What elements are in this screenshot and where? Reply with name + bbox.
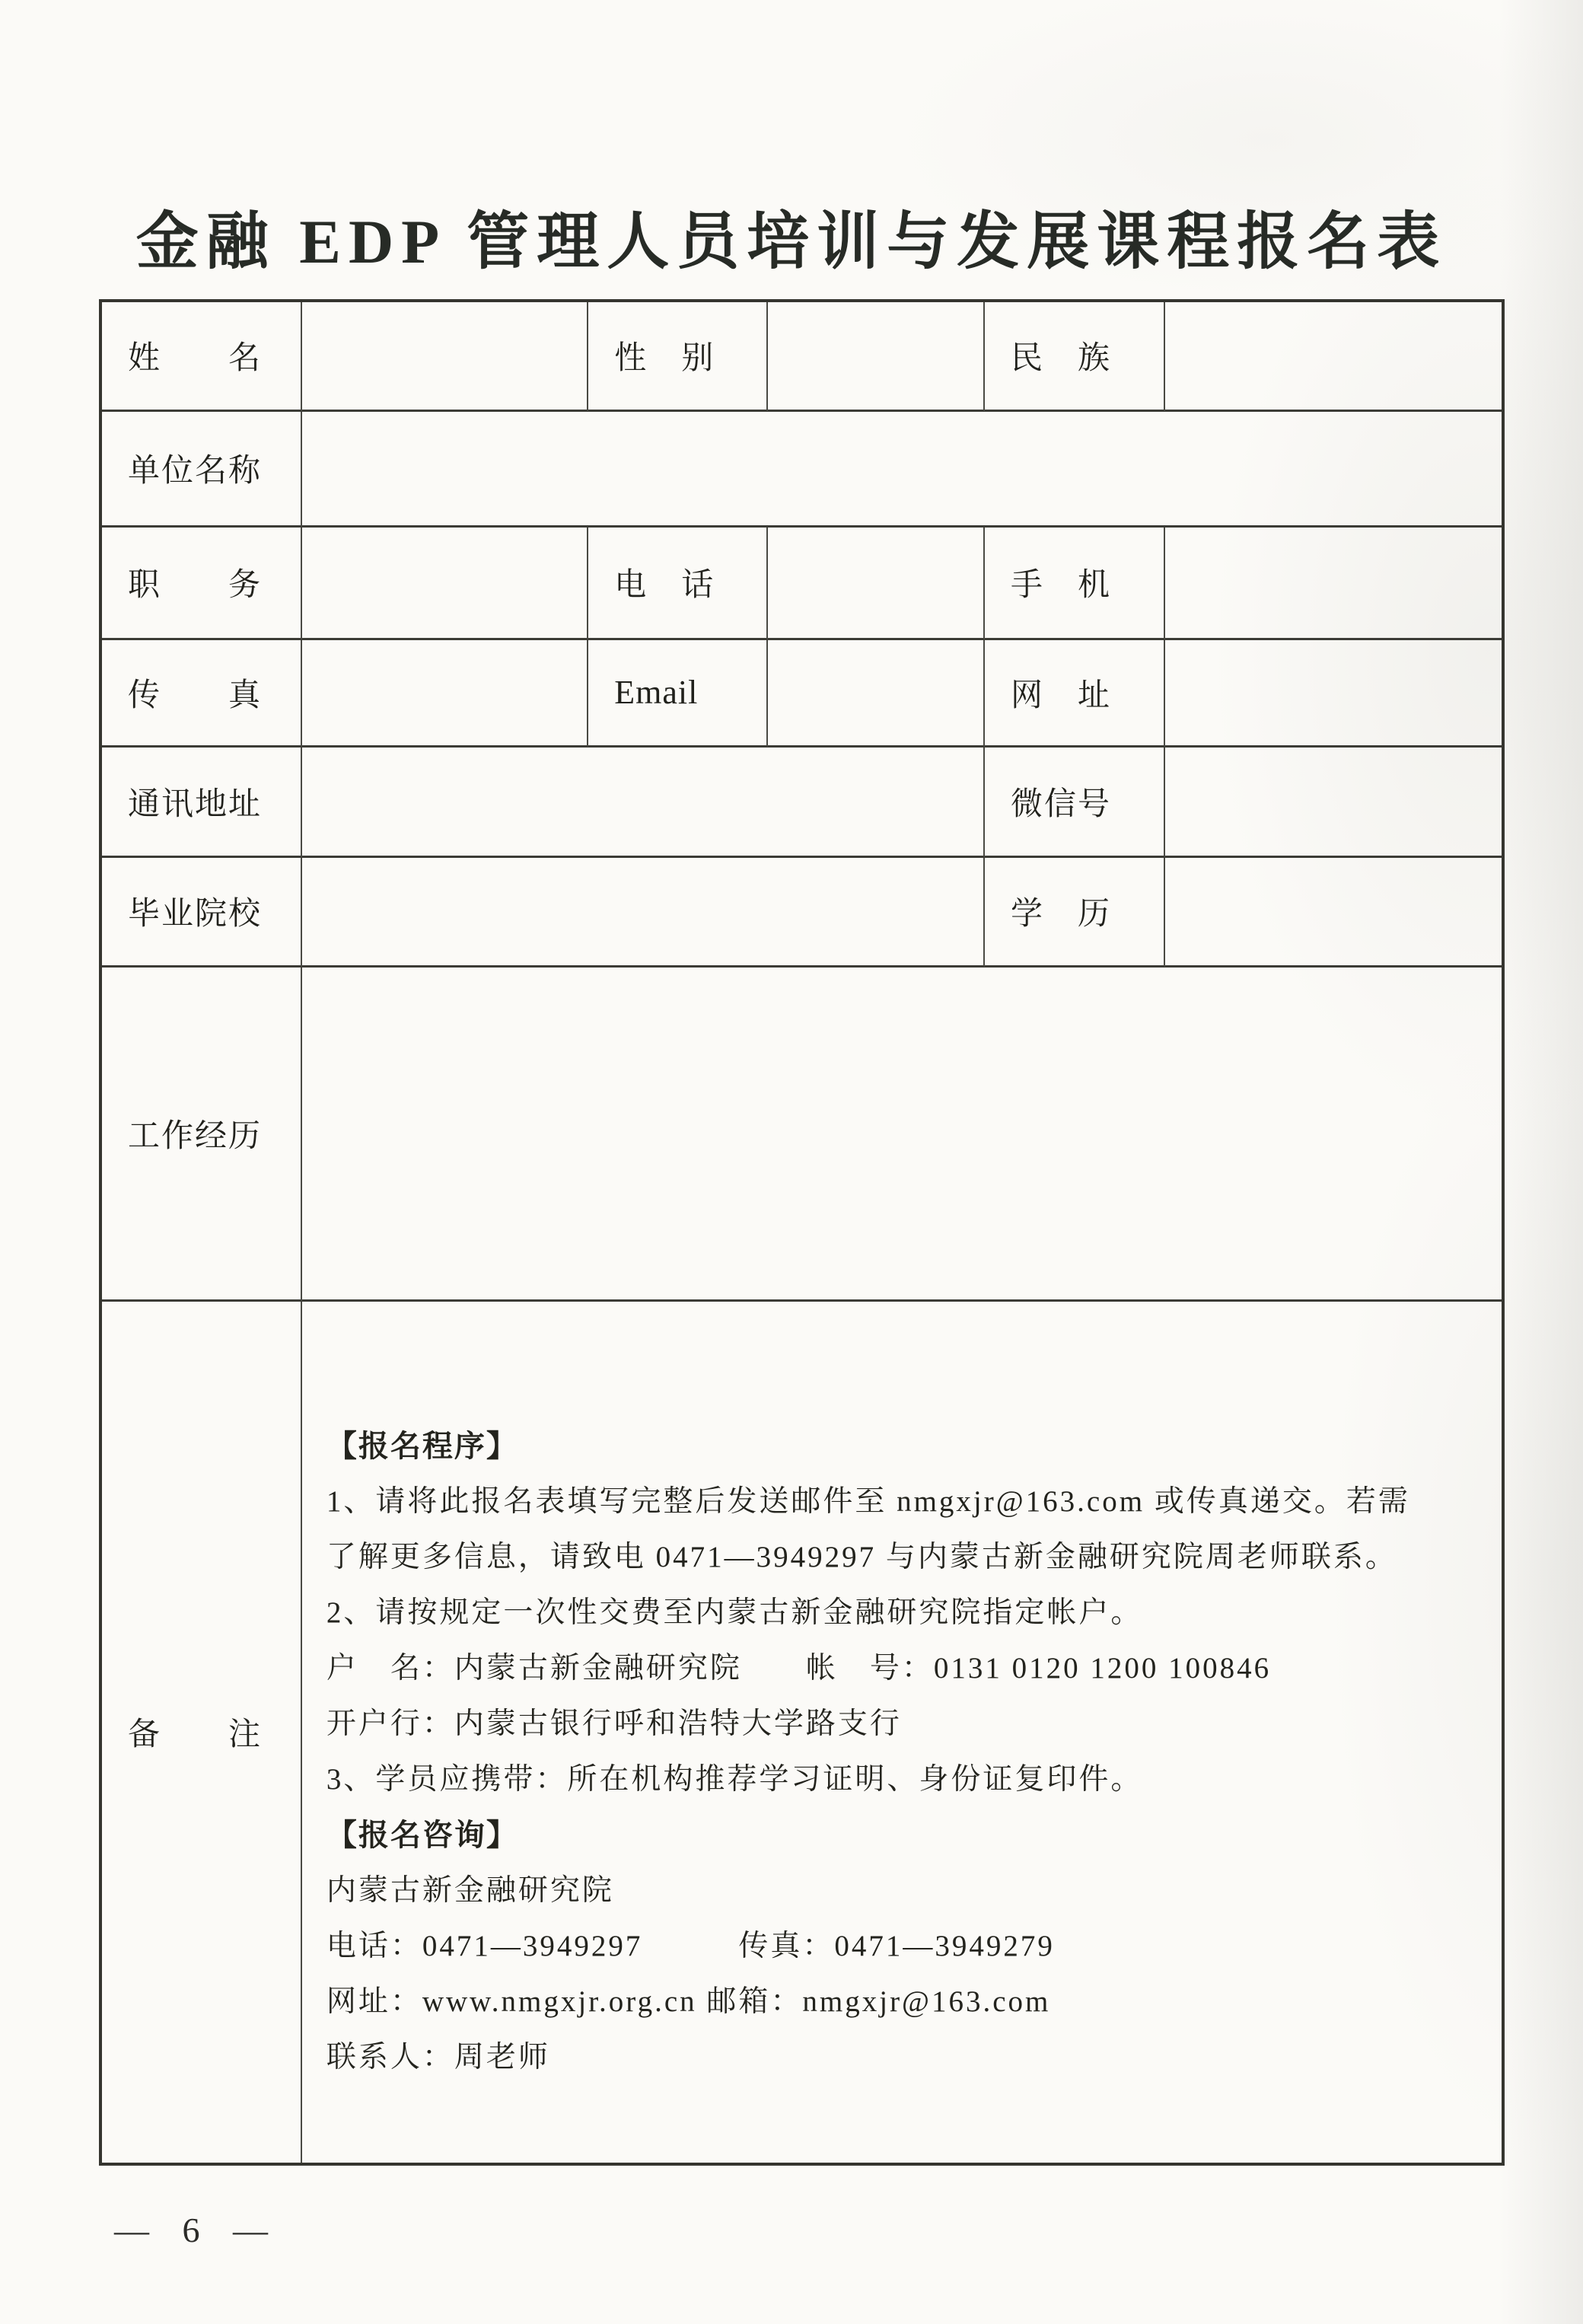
education-value-cell (1165, 858, 1502, 968)
gender-value-cell (768, 302, 985, 412)
wechat-label: 微信号 (985, 748, 1165, 858)
remarks-label: 备 注 (102, 1302, 302, 2163)
mobile-value-cell (1165, 528, 1502, 640)
address-label: 通讯地址 (102, 748, 302, 858)
registration-table (99, 299, 1505, 2166)
email-label: Email (588, 640, 768, 748)
website-label: 网 址 (985, 640, 1165, 748)
scan-edge-artifact (1499, 0, 1583, 2324)
remarks-line: 【报名咨询】 (326, 1817, 518, 1852)
fax-value-cell (302, 640, 588, 748)
remarks-line: 内蒙古新金融研究院 (326, 1874, 614, 1908)
school-label: 毕业院校 (102, 858, 302, 968)
page-number: — 6 — (114, 2211, 280, 2249)
ethnicity-value-cell (1165, 302, 1502, 412)
remarks-line: 1、请将此报名表填写完整后发送邮件至 nmgxjr@163.com 或传真递交。若需 (326, 1485, 1410, 1519)
mobile-label: 手 机 (985, 528, 1165, 640)
remarks-line: 【报名程序】 (326, 1428, 518, 1463)
position-value-cell (302, 528, 588, 640)
remarks-line: 了解更多信息，请致电 0471—3949297 与内蒙古新金融研究院周老师联系。 (326, 1541, 1397, 1574)
remarks-line: 电话：0471—3949297 传真：0471—3949279 (326, 1930, 1055, 1963)
education-label: 学 历 (985, 858, 1165, 968)
work-experience-value-cell (302, 968, 1502, 1302)
remarks-line: 开户行：内蒙古银行呼和浩特大学路支行 (326, 1707, 902, 1741)
address-value-cell (302, 748, 985, 858)
phone-value-cell (768, 528, 985, 640)
name-label: 姓 名 (102, 302, 302, 412)
page-title: 金融 EDP 管理人员培训与发展课程报名表 (135, 207, 1448, 276)
website-value-cell (1165, 640, 1502, 748)
remarks-line: 3、学员应携带：所在机构推荐学习证明、身份证复印件。 (326, 1763, 1143, 1796)
school-value-cell (302, 858, 985, 968)
fax-label: 传 真 (102, 640, 302, 748)
email-value-cell (768, 640, 985, 748)
company-value-cell (302, 412, 1502, 528)
wechat-value-cell (1165, 748, 1502, 858)
remarks-content (302, 1302, 1502, 2083)
work-experience-label: 工作经历 (102, 968, 302, 1302)
gender-label: 性 别 (588, 302, 768, 412)
ethnicity-label: 民 族 (985, 302, 1165, 412)
position-label: 职 务 (102, 528, 302, 640)
phone-label: 电 话 (588, 528, 768, 640)
remarks-line: 联系人：周老师 (326, 2041, 550, 2074)
remarks-cell (302, 1302, 1502, 2163)
name-value-cell (302, 302, 588, 412)
remarks-line: 网址：www.nmgxjr.org.cn 邮箱：nmgxjr@163.com (326, 1985, 1051, 2019)
company-label: 单位名称 (102, 412, 302, 528)
remarks-line: 户 名：内蒙古新金融研究院 帐 号：0131 0120 1200 100846 (326, 1652, 1272, 1685)
remarks-line: 2、请按规定一次性交费至内蒙古新金融研究院指定帐户。 (326, 1596, 1143, 1630)
